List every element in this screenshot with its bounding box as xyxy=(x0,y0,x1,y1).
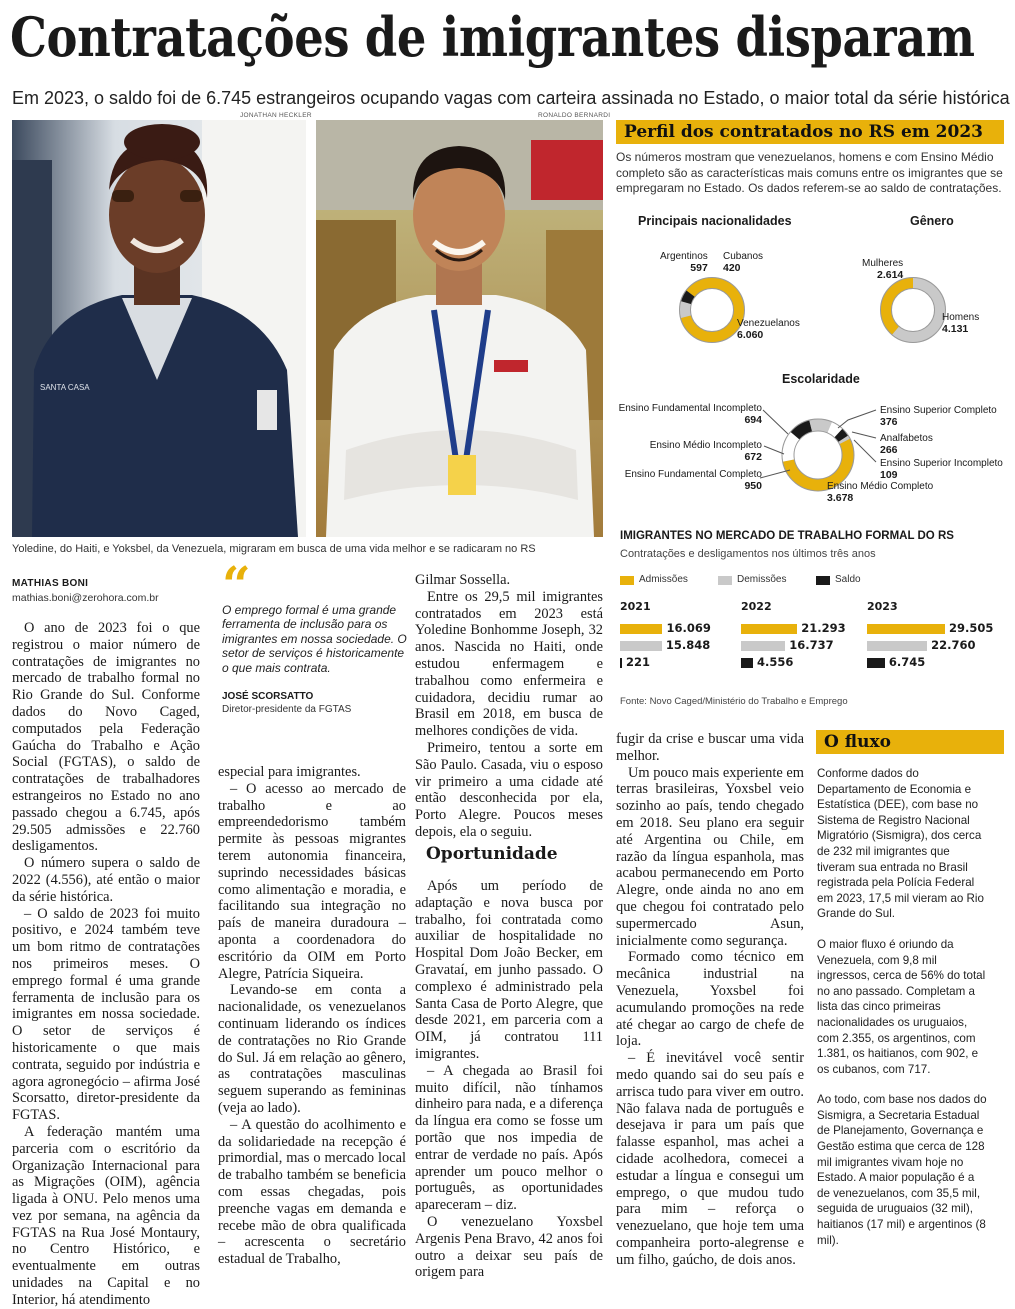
bar-adm xyxy=(867,624,945,634)
bar-year-label: 2023 xyxy=(867,600,898,613)
donut-escolaridade-slice xyxy=(789,441,848,485)
bar-chart xyxy=(620,598,1010,678)
legend-label: Admissões xyxy=(639,574,688,585)
legend-label: Demissões xyxy=(737,574,787,585)
article-column-3b xyxy=(415,878,603,1281)
paragraph: O ano de 2023 foi o que registrou o maior número de contratações de imigrantes no mercado de trabalho formal no Rio Grande do Sul. Conforme dados do Novo Caged, computados pela Federação Gaúcha do Trabalho e Ação Social (FGTAS), o saldo de contratações de trabalhadores estrangeiros no Estado no ano passado chegou a 6.745, após 29.505 admissões e 22.760 desligamentos. xyxy=(12,620,200,855)
sidebar-intro: Os números mostram que venezuelanos, homens e com Ensino Médio completo são as características mais comuns entre os imigrantes que se empregaram no Estado. Os dados referem-se ao saldo de contratações. xyxy=(616,150,1003,196)
article-column-3a xyxy=(415,572,603,841)
bar-year-label: 2022 xyxy=(741,600,772,613)
paragraph: Levando-se em conta a nacionalidade, os venezuelanos continuam liderando os índices de contratações no Rio Grande do Sul. Já em relação ao gênero, as contratações masculinas seguem superando as femininas (veja ao lado). xyxy=(218,982,406,1116)
paragraph: Formado como técnico em mecânica industrial na Venezuela, Yoxsbel foi acumulando promoções na rede até chegar ao cargo de chefe de loja. xyxy=(616,949,804,1050)
leader-lines xyxy=(760,410,876,478)
article-column-4 xyxy=(616,731,804,1269)
donut-nacionalidades-slice xyxy=(686,294,690,303)
chart-title-genero: Gênero xyxy=(910,214,954,228)
bar-value-label: 21.293 xyxy=(801,621,846,635)
chart-title-escolaridade: Escolaridade xyxy=(782,372,860,386)
paragraph: – A questão do acolhimento e da solidariedade na recepção é primordial, mas o mercado local de trabalho também se beneficia com essas chegadas, pois preenche vagas em demanda e recebe mão de obra qualificada – acrescenta o secretário estadual de Trabalho, xyxy=(218,1116,406,1268)
bar-chart-source: Fonte: Novo Caged/Ministério do Trabalho e Emprego xyxy=(620,696,848,707)
bar-year-label: 2021 xyxy=(620,600,651,613)
donut-genero-slice xyxy=(895,283,940,337)
paragraph: Um pouco mais experiente em terras brasileiras, Yoxsbel veio sozinho ao país, tendo chegado em 2018. Seu plano era seguir até Argentina ou Chile, em razão da língua espanhola, mas acabou permanecendo em Porto Alegre, onde ainda no ano em que chegou foi contratado pelo supermercado Asun, inicialmente como segurança. xyxy=(616,764,804,949)
bar-adm xyxy=(620,624,662,634)
legend-swatch-saldo xyxy=(816,576,830,585)
paragraph: – É inevitável você sentir medo quando sai do seu país e arrisca tudo para viver em outro. Não falava nada de português e desejava ir para um país que falasse espanhol, mas achei a cidade acolhedora, comecei a estudar a língua e consegui um emprego, o que mudou tudo para mim – reforça o venezuelano, que hoje tem uma companheira porto-alegrense e um filho, gaúcho, de dois anos. xyxy=(616,1050,804,1268)
article-column-2 xyxy=(218,764,406,1268)
paragraph: – O acesso ao mercado de trabalho e ao empreendedorismo também permite às pessoas migrantes terem autonomia financeira, suprindo necessidades básicas como alimentação e moradia, e facilitando sua integração no país de maneira duradoura – aponta a coordenadora do escritório da OIM em Porto Alegre, Patrícia Siqueira. xyxy=(218,780,406,982)
sidebar-title: Perfil dos contratados no RS em 2023 xyxy=(616,120,1004,144)
legend-swatch-admissoes xyxy=(620,576,634,585)
bar-dem xyxy=(867,641,927,651)
bar-dem xyxy=(620,641,662,651)
svg-text:SANTA CASA: SANTA CASA xyxy=(40,383,90,392)
article-column-1 xyxy=(12,620,200,1309)
donut-escolaridade-slice xyxy=(795,426,811,436)
photo-credit-right: RONALDO BERNARDI xyxy=(538,112,611,119)
bar-value-label: 16.069 xyxy=(666,621,711,635)
label-venezuelanos: Venezuelanos 6.060 xyxy=(737,318,800,341)
donut-escolaridade-slice xyxy=(843,439,845,442)
fluxo-title: O fluxo xyxy=(816,730,1004,754)
label-cubanos: Cubanos 420 xyxy=(723,251,764,274)
bar-dem xyxy=(741,641,785,651)
paragraph: O número supera o saldo de 2022 (4.556), até então o maior da série histórica. xyxy=(12,855,200,905)
paragraph: O venezuelano Yoxsbel Argenis Pena Bravo, 42 anos foi outro a deixar seu país de origem para xyxy=(415,1213,603,1281)
paragraph: Gilmar Sossella. xyxy=(415,572,511,588)
byline-name: MATHIAS BONI xyxy=(12,578,89,589)
photo-credit-left: JONATHAN HECKLER xyxy=(240,112,312,119)
label-superior-incompleto: Ensino Superior Incompleto 109 xyxy=(880,458,1003,481)
donut-nacionalidades-slice xyxy=(685,303,686,317)
paragraph: fugir da crise e buscar uma vida melhor. xyxy=(616,731,804,764)
bar-adm xyxy=(741,624,797,634)
label-superior-completo: Ensino Superior Completo 376 xyxy=(880,405,997,428)
subhead: Em 2023, o saldo foi de 6.745 estrangeiros ocupando vagas com carteira assinada no Estado, o maior total da série histórica xyxy=(12,88,1010,108)
paragraph: A federação mantém uma parceria com o escritório da Organização Internacional para as Migrações (OIM), agência ligada à ONU. Pelo menos uma vez por semana, na agência da FGTAS na Rua José Montaury, no Centro Histórico, e eventualmente em outras unidades na Capital e no Interior, há atendimento xyxy=(12,1123,200,1308)
pull-quote-role: Diretor-presidente da FGTAS xyxy=(222,704,352,716)
paragraph: Primeiro, tentou a sorte em São Paulo. Casada, viu o esposo vir primeiro a uma cidade até então desconhecida por ela, Porto Alegre. Poucos meses depois, ela o seguiu. xyxy=(415,739,603,840)
donut-genero-outline xyxy=(886,283,940,337)
section-title-oportunidade: Oportunidade xyxy=(426,844,558,864)
paragraph: – O saldo de 2023 foi muito positivo, e 2024 também teve um bom ritmo de contratações nos primeiros meses. O emprego formal é uma grande ferramenta de inclusão para os imigrantes em nossa sociedade. O setor de serviços é historicamente o que mais contrata, seguido por indústria e agora agronegócio – afirma José Scorsatto, diretor-presidente da FGTAS. xyxy=(12,905,200,1124)
paragraph: Entre os 29,5 mil imigrantes contratados em 2023 está Yoledine Bonhomme Joseph, 32 anos. Nascida no Haiti, onde estudou enfermagem e trabalhou como enfermeira e cuidadora, decidiu rumar ao Brasil em 2018, em busca de melhores condições de vida. xyxy=(415,588,603,740)
donut-escolaridade-outline xyxy=(788,425,848,485)
label-medio-completo: Ensino Médio Completo 3.678 xyxy=(827,481,934,504)
paragraph: Ao todo, com base nos dados do Sismigra, a Secretaria Estadual de Planejamento, Governança e Gestão estima que cerca de 128 mil imigrantes vivam hoje no Estado. A maior população é a de venezuelanos, com 35,5 mil, seguida de uruguaios (32 mil), haitianos (17 mil) e argentinos (8 mil). xyxy=(817,1093,987,1247)
donut-genero-slice xyxy=(886,283,913,331)
bar-sal xyxy=(741,658,753,668)
quote-mark-icon: “ xyxy=(222,555,251,614)
bar-chart-legend xyxy=(620,574,1000,590)
label-argentinos: Argentinos 597 xyxy=(660,251,708,274)
byline-email: mathias.boni@zerohora.com.br xyxy=(12,592,159,604)
bar-value-label: 6.745 xyxy=(888,655,926,669)
bar-value-label: 4.556 xyxy=(757,655,794,669)
label-analfabetos: Analfabetos 266 xyxy=(880,433,933,456)
paragraph: – A chegada ao Brasil foi muito difícil, não tínhamos dinheiro para nada, e a diferença da língua era como se fosse um portão que nos impedia de entrar de verdade no país. Após aprender um pouco melhor o português, as oportunidades apareceram – diz. xyxy=(415,1062,603,1214)
pull-quote-name: JOSÉ SCORSATTO xyxy=(222,691,314,703)
bar-chart-subtitle: Contratações e desligamentos nos últimos três anos xyxy=(620,548,876,560)
label-fund-incompleto: Ensino Fundamental Incompleto 694 xyxy=(618,403,762,426)
donut-escolaridade-slice xyxy=(811,425,830,427)
photo-yoledine xyxy=(12,120,306,537)
pull-quote xyxy=(222,555,407,716)
fluxo-text xyxy=(817,766,987,1263)
paragraph: Conforme dados do Departamento de Economia e Estatística (DEE), com base no Sistema de Registro Nacional Migratório (Sismigra), dos cerca de 232 mil imigrantes que tiveram sua entrada no Brasil registrada pela Polícia Federal em 2023, 17,5 mil vieram ao Rio Grande do Sul. xyxy=(817,767,984,921)
donut-nacionalidades-outline xyxy=(685,283,739,337)
label-fund-completo: Ensino Fundamental Completo 950 xyxy=(624,469,762,492)
pull-quote-text: O emprego formal é uma grande ferramenta de inclusão para os imigrantes em nossa sociedade. O setor de serviços é historicamente o que mais contrata. xyxy=(222,603,407,675)
bar-value-label: 22.760 xyxy=(931,638,976,652)
donut-escolaridade-slice xyxy=(830,427,839,433)
bar-value-label: 29.505 xyxy=(949,621,994,635)
bar-sal xyxy=(867,658,885,668)
photo-yoksbel xyxy=(316,120,603,537)
paragraph: O maior fluxo é oriundo da Venezuela, com 9,8 mil ingressos, cerca de 56% do total no ano passado. Completam a lista das cinco primeiras nacionalidades os uruguaios, com 2.355, os argentinos, com 1.381, os haitianos, com 902, e os cubanos, com 717. xyxy=(817,937,986,1076)
donut-escolaridade-slice xyxy=(838,433,843,439)
bar-chart-title: IMIGRANTES NO MERCADO DE TRABALHO FORMAL DO RS xyxy=(620,530,954,542)
label-homens: Homens 4.131 xyxy=(942,312,980,335)
bar-value-label: 16.737 xyxy=(789,638,834,652)
bar-value-label: 15.848 xyxy=(665,638,711,652)
donut-nacionalidades-slice xyxy=(686,283,739,337)
bar-sal xyxy=(620,658,622,668)
bar-value-label: 221 xyxy=(626,655,651,669)
headline: Contratações de imigrantes disparam xyxy=(10,5,975,69)
chart-title-nacionalidades: Principais nacionalidades xyxy=(638,214,792,228)
label-mulheres: Mulheres 2.614 xyxy=(862,258,904,281)
paragraph: especial para imigrantes. xyxy=(218,764,361,780)
photo-caption: Yoledine, do Haiti, e Yoksbel, da Venezuela, migraram em busca de uma vida melhor e se radicaram no RS xyxy=(12,543,536,555)
paragraph: Após um período de adaptação e nova busca por trabalho, foi contratada como auxiliar de hospitalidade no Hospital Dom João Becker, em Gravataí, em junho passado. O complexo é administrado pela Santa Casa de Porto Alegre, que desde 2021, em parceria com a OIM, já contratou 111 imigrantes. xyxy=(415,878,603,1062)
donut-escolaridade-slice xyxy=(788,436,795,461)
legend-swatch-demissoes xyxy=(718,576,732,585)
label-medio-incompleto: Ensino Médio Incompleto 672 xyxy=(649,440,762,463)
legend-label: Saldo xyxy=(835,574,861,585)
